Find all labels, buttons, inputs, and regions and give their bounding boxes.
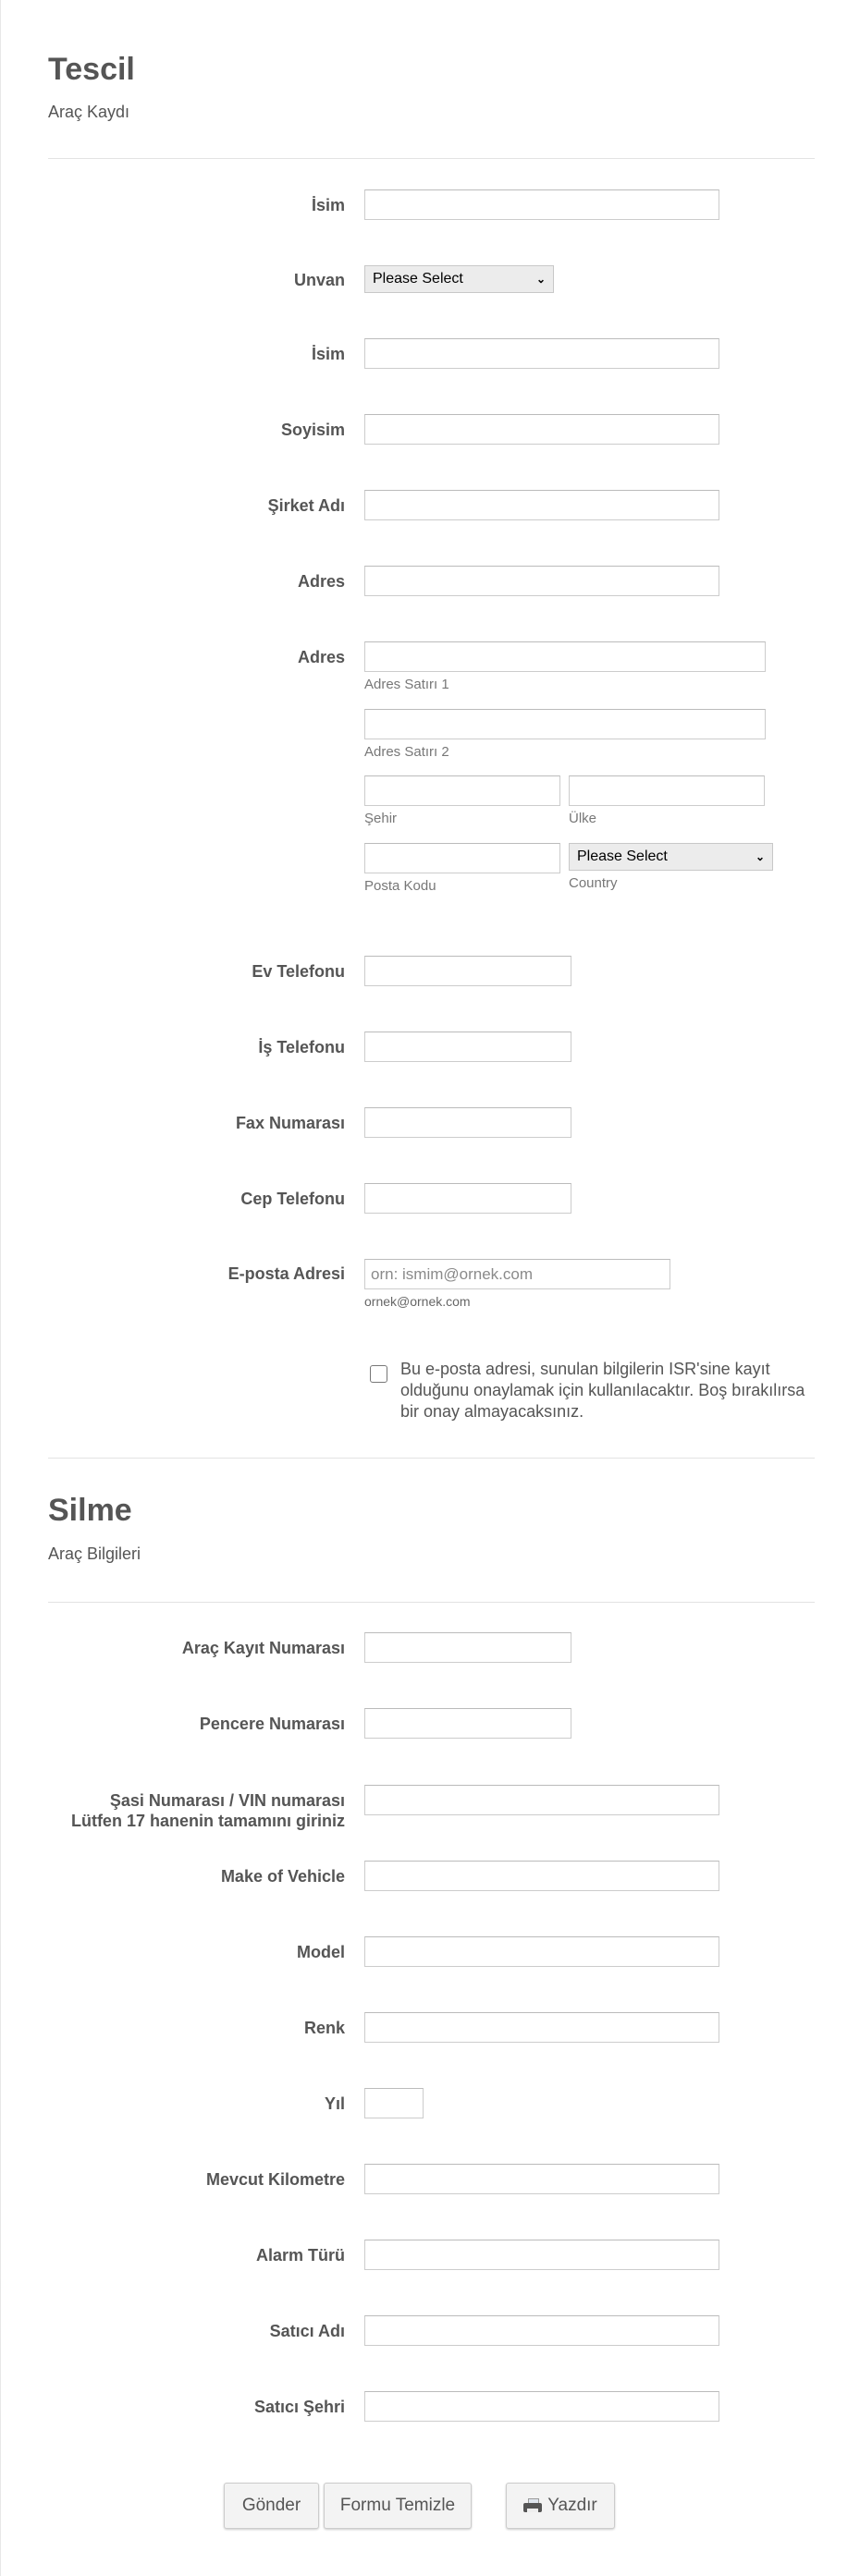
section-header-tescil bbox=[48, 52, 135, 88]
color-input[interactable] bbox=[364, 2012, 719, 2043]
print-button-label: Yazdır bbox=[547, 2496, 597, 2515]
field-label: E-posta Adresi bbox=[227, 1264, 345, 1283]
field-label: Satıcı Adı bbox=[269, 2322, 345, 2340]
section-subtitle-wrap bbox=[48, 1544, 141, 1564]
isim-2-input[interactable] bbox=[364, 338, 719, 369]
select-value: Please Select bbox=[577, 848, 668, 864]
isim-input[interactable] bbox=[364, 189, 719, 220]
address-line1-sublabel: Adres Satırı 1 bbox=[364, 677, 449, 692]
field-label: Mevcut Kilometre bbox=[205, 2170, 345, 2189]
alarm-type-input[interactable] bbox=[364, 2240, 719, 2270]
field-label: Adres bbox=[297, 572, 345, 591]
dealer-name-input[interactable] bbox=[364, 2315, 719, 2346]
sirket-input[interactable] bbox=[364, 490, 719, 520]
section-divider bbox=[48, 158, 815, 159]
soyisim-input[interactable] bbox=[364, 414, 719, 445]
dealer-city-input[interactable] bbox=[364, 2391, 719, 2422]
section-title: Silme bbox=[48, 1493, 132, 1528]
field-label: Soyisim bbox=[280, 421, 345, 439]
vin-label-line1: Şasi Numarası / VIN numarası bbox=[109, 1791, 345, 1810]
field-label: İş Telefonu bbox=[258, 1038, 345, 1056]
field-label bbox=[71, 1790, 345, 1831]
section-header-silme bbox=[48, 1493, 132, 1529]
registration-number-input[interactable] bbox=[364, 1632, 571, 1663]
field-label: Şirket Adı bbox=[267, 496, 345, 515]
email-hint: ornek@ornek.com bbox=[364, 1294, 471, 1309]
section-divider bbox=[48, 1602, 815, 1603]
section-subtitle: Araç Kaydı bbox=[48, 103, 130, 121]
field-label: İsim bbox=[311, 196, 345, 214]
adres-input[interactable] bbox=[364, 566, 719, 596]
field-label: Renk bbox=[303, 2019, 345, 2037]
section-title: Tescil bbox=[48, 52, 135, 87]
email-input[interactable] bbox=[364, 1259, 670, 1289]
consent-checkbox[interactable] bbox=[370, 1365, 387, 1383]
city-input[interactable] bbox=[364, 775, 560, 806]
make-input[interactable] bbox=[364, 1861, 719, 1891]
postal-code-input[interactable] bbox=[364, 843, 560, 873]
vin-label-line2: Lütfen 17 hanenin tamamını giriniz bbox=[70, 1812, 345, 1830]
address-line1-input[interactable] bbox=[364, 641, 766, 672]
address-line2-sublabel: Adres Satırı 2 bbox=[364, 744, 449, 760]
window-number-input[interactable] bbox=[364, 1708, 571, 1739]
field-label: Yıl bbox=[324, 2094, 345, 2113]
consent-text: Bu e-posta adresi, sunulan bilgilerin ISR'sine kayıt olduğunu onaylamak için kullanılacaktır. Boş bırakılırsa bir onay almayacaksınız. bbox=[400, 1360, 805, 1421]
field-label: Pencere Numarası bbox=[199, 1715, 345, 1733]
submit-button[interactable]: Gönder bbox=[224, 2483, 319, 2529]
address-line2-input[interactable] bbox=[364, 709, 766, 739]
chevron-down-icon: ⌄ bbox=[535, 273, 546, 286]
chevron-down-icon: ⌄ bbox=[755, 850, 765, 863]
field-label: Fax Numarası bbox=[235, 1114, 345, 1132]
state-sublabel: Ülke bbox=[569, 811, 597, 826]
vin-input[interactable] bbox=[364, 1785, 719, 1815]
field-label: Satıcı Şehri bbox=[253, 2398, 345, 2416]
print-button[interactable] bbox=[506, 2483, 615, 2529]
section-subtitle-wrap bbox=[48, 103, 129, 122]
country-sublabel: Country bbox=[569, 875, 618, 891]
select-value: Please Select bbox=[373, 271, 463, 287]
field-label: İsim bbox=[311, 345, 345, 363]
field-label: Alarm Türü bbox=[255, 2246, 345, 2265]
fax-input[interactable] bbox=[364, 1107, 571, 1138]
postal-code-sublabel: Posta Kodu bbox=[364, 878, 436, 894]
work-phone-input[interactable] bbox=[364, 1032, 571, 1062]
printer-icon bbox=[523, 2498, 542, 2513]
clear-form-button[interactable]: Formu Temizle bbox=[324, 2483, 472, 2529]
field-label: Araç Kayıt Numarası bbox=[181, 1639, 345, 1657]
field-label: Model bbox=[297, 1943, 345, 1961]
field-label: Cep Telefonu bbox=[240, 1190, 345, 1208]
section-divider bbox=[48, 1458, 815, 1459]
mileage-input[interactable] bbox=[364, 2164, 719, 2194]
field-label: Adres bbox=[297, 648, 345, 666]
country-select[interactable] bbox=[569, 843, 773, 871]
field-label: Ev Telefonu bbox=[252, 962, 345, 981]
unvan-select[interactable] bbox=[364, 265, 554, 293]
year-input[interactable] bbox=[364, 2088, 424, 2118]
mobile-input[interactable] bbox=[364, 1183, 571, 1214]
field-label: Unvan bbox=[293, 271, 345, 289]
field-label: Make of Vehicle bbox=[220, 1867, 345, 1886]
home-phone-input[interactable] bbox=[364, 956, 571, 986]
model-input[interactable] bbox=[364, 1936, 719, 1967]
city-sublabel: Şehir bbox=[364, 811, 398, 826]
section-subtitle: Araç Bilgileri bbox=[48, 1544, 141, 1563]
state-input[interactable] bbox=[569, 775, 765, 806]
